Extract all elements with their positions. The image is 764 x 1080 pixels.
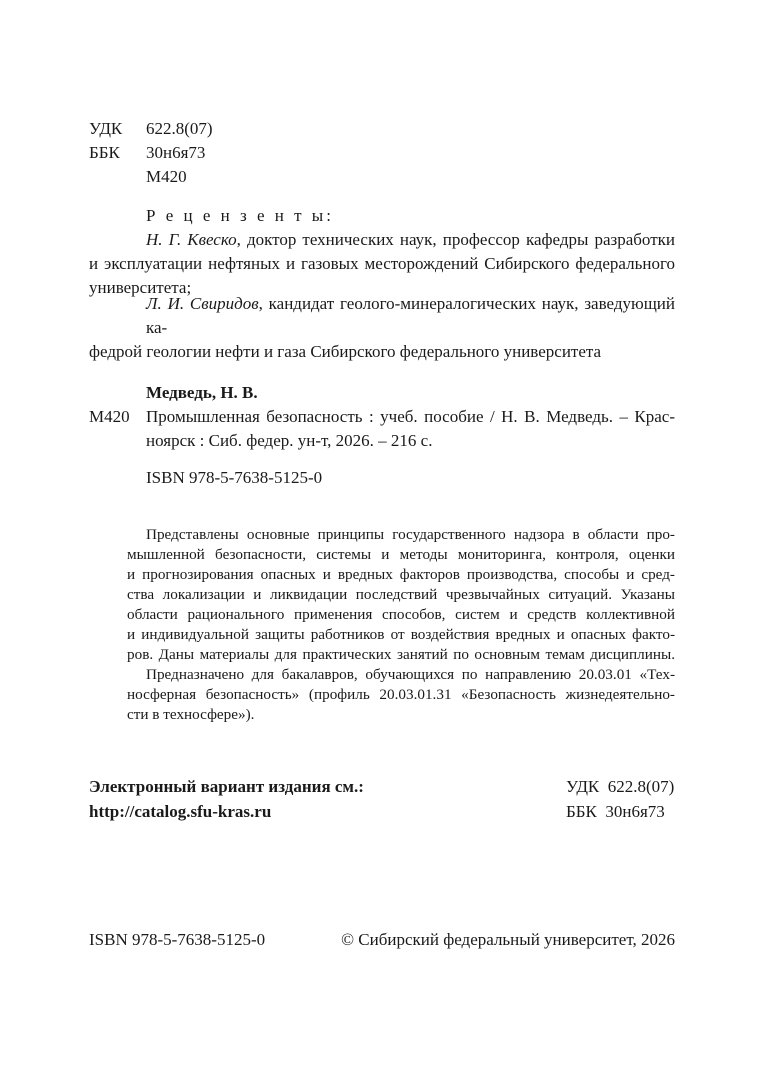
- annotation-line: ства локализации и ликвидации последствий чрезвычайных ситуаций. Указаны: [127, 586, 675, 603]
- catalog-link[interactable]: http://catalog.sfu-kras.ru: [89, 802, 272, 821]
- udk-value: 622.8(07): [146, 119, 213, 138]
- bibliography-line-1: Промышленная безопасность : учеб. пособие / Н. В. Медведь. – Крас-: [146, 407, 675, 426]
- bbk-repeat: ББК 30н6я73: [566, 802, 665, 821]
- reviewer-1-line-2: и эксплуатации нефтяных и газовых месторождений Сибирского федерального: [89, 254, 675, 273]
- annotation-line: сти в техносфере»).: [127, 706, 255, 723]
- electronic-version-label: Электронный вариант издания см.:: [89, 777, 364, 796]
- annotation-line: и индивидуальной защиты работников от воздействия вредных и опасных факто-: [127, 626, 675, 643]
- udk-label: УДК: [89, 119, 123, 138]
- annotation-line: Представлены основные принципы государственного надзора в области про-: [146, 526, 675, 543]
- reviewer-1-line-3: университета;: [89, 278, 192, 297]
- reviewer-2-line-1: Л. И. Свиридов, кандидат геолого-минералогических наук, заведующий ка-: [146, 294, 675, 337]
- reviewer-2-line-2: федрой геологии нефти и газа Сибирского федерального университета: [89, 342, 602, 361]
- udk-repeat: УДК 622.8(07): [566, 777, 675, 796]
- bibliography-mark: М420: [89, 407, 130, 426]
- bbk-label: ББК: [89, 143, 120, 162]
- annotation-line: Предназначено для бакалавров, обучающихся по направлению 20.03.01 «Тех-: [146, 666, 675, 683]
- author-mark: М420: [146, 167, 187, 186]
- reviewer-1-line-1: Н. Г. Квеско, доктор технических наук, профессор кафедры разработки: [146, 230, 675, 249]
- bibliography-line-2: ноярск : Сиб. федер. ун-т, 2026. – 216 с.: [146, 431, 433, 450]
- reviewer-1: [89, 228, 675, 300]
- reviewers-heading: Р е ц е н з е н т ы:: [146, 206, 334, 225]
- annotation-line: носферная безопасность» (профиль 20.03.01.31 «Безопасность жизнедеятельно-: [127, 686, 675, 703]
- copyright: © Сибирский федеральный университет, 2026: [341, 930, 675, 949]
- annotation-line: области рационального применения способов, систем и средств коллективной: [127, 606, 675, 623]
- reviewer-1-name: Н. Г. Квеско: [146, 230, 237, 249]
- annotation-line: мышленной безопасности, системы и методы мониторинга, контроля, оценки: [127, 546, 675, 563]
- annotation-line: и прогнозирования опасных и вредных факторов производства, способы и сред-: [127, 566, 675, 583]
- bbk-value: 30н6я73: [146, 143, 206, 162]
- annotation: [127, 525, 675, 725]
- reviewer-2-name: Л. И. Свиридов: [146, 294, 259, 313]
- annotation-line: ров. Даны материалы для практических занятий по основным темам дисциплины.: [127, 646, 675, 663]
- footer-isbn: ISBN 978-5-7638-5125-0: [89, 930, 266, 949]
- bibliography-isbn: ISBN 978-5-7638-5125-0: [146, 468, 323, 487]
- reviewer-2: [89, 292, 675, 364]
- bibliography-record: [146, 405, 675, 453]
- book-author: Медведь, Н. В.: [146, 383, 258, 402]
